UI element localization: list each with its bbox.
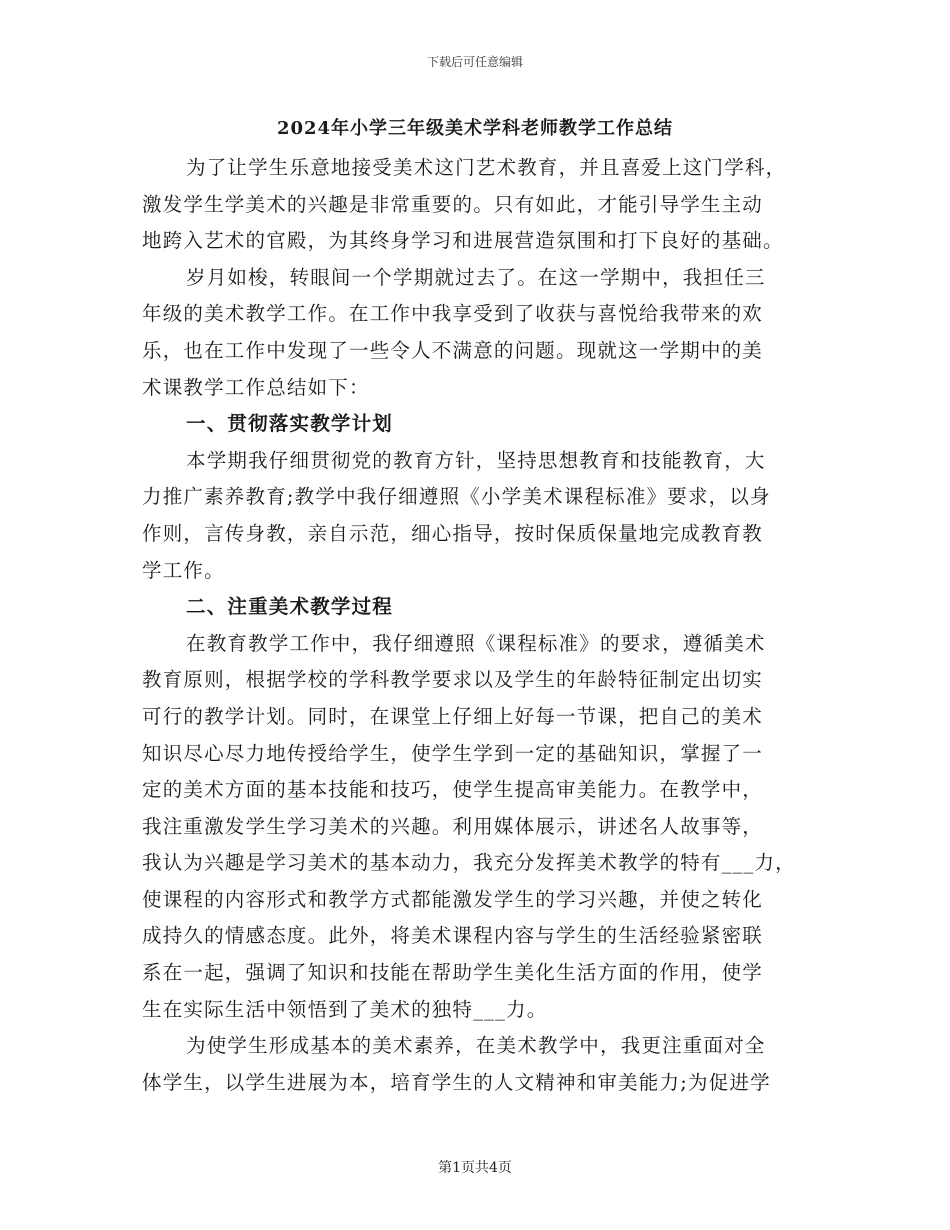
body-text-line: 定的美术方面的基本技能和技巧，使学生提高审美能力。在教学中， (142, 778, 764, 802)
body-text-line: 本学期我仔细贯彻党的教育方针，坚持思想教育和技能教育，大 (186, 448, 766, 472)
body-text-line: 知识尽心尽力地传授给学生，使学生学到一定的基础知识，掌握了一 (142, 741, 764, 765)
body-text-line: 地跨入艺术的官殿，为其终身学习和进展营造氛围和打下良好的基础。 (142, 229, 784, 253)
body-text-line: 系在一起，强调了知识和技能在帮助学生美化生活方面的作用，使学 (142, 961, 764, 985)
body-text-line: 成持久的情感态度。此外，将美术课程内容与学生的生活经验紧密联 (142, 924, 764, 948)
body-text-line: 我认为兴趣是学习美术的基本动力，我充分发挥美术教学的特有___力， (142, 851, 796, 875)
body-text-line: 激发学生学美术的兴趣是非常重要的。只有如此，才能引导学生主动 (142, 192, 764, 216)
body-text-line: 我注重激发学生学习美术的兴趣。利用媒体展示，讲述名人故事等， (142, 814, 764, 838)
body-text-line: 可行的教学计划。同时，在课堂上仔细上好每一节课，把自己的美术 (142, 704, 764, 728)
page-header: 下载后可任意编辑 (426, 55, 523, 69)
body-text-line: 在教育教学工作中，我仔细遵照《课程标准》的要求，遵循美术 (186, 631, 766, 655)
body-text-line: 作则，言传身教，亲自示范，细心指导，按时保质保量地完成教育教 (142, 521, 764, 545)
body-text-line: 体学生，以学生进展为本，培育学生的人文精神和审美能力;为促进学 (142, 1070, 771, 1094)
body-text-line: 年级的美术教学工作。在工作中我享受到了收获与喜悦给我带来的欢 (142, 302, 764, 326)
body-text-line: 生在实际生活中领悟到了美术的独特___力。 (142, 997, 548, 1021)
body-text-line: 力推广素养教育;教学中我仔细遵照《小学美术课程标准》要求，以身 (142, 485, 771, 509)
body-text-line: 为使学生形成基本的美术素养，在美术教学中，我更注重面对全 (186, 1034, 766, 1058)
document-title: 2024年小学三年级美术学科老师教学工作总结 (276, 118, 674, 139)
section-heading: 一、贯彻落实教学计划 (186, 412, 394, 436)
body-text-line: 为了让学生乐意地接受美术这门艺术教育，并且喜爱上这门学科， (186, 156, 787, 179)
document-body (142, 150, 822, 1101)
body-text-line: 教育原则，根据学校的学科教学要求以及学生的年龄特征制定出切实 (142, 668, 764, 692)
body-text-line: 乐，也在工作中发现了一些令人不满意的问题。现就这一学期中的美 (142, 338, 764, 362)
body-text-line: 使课程的内容形式和教学方式都能激发学生的学习兴趣，并使之转化 (142, 887, 764, 911)
body-text-line: 学工作。 (142, 558, 225, 582)
section-heading: 二、注重美术教学过程 (186, 595, 394, 619)
body-text-line: 岁月如梭，转眼间一个学期就过去了。在这一学期中，我担任三 (186, 265, 766, 289)
page-footer: 第1页共4页 (438, 1160, 512, 1176)
body-text-line: 术课教学工作总结如下： (142, 375, 370, 399)
